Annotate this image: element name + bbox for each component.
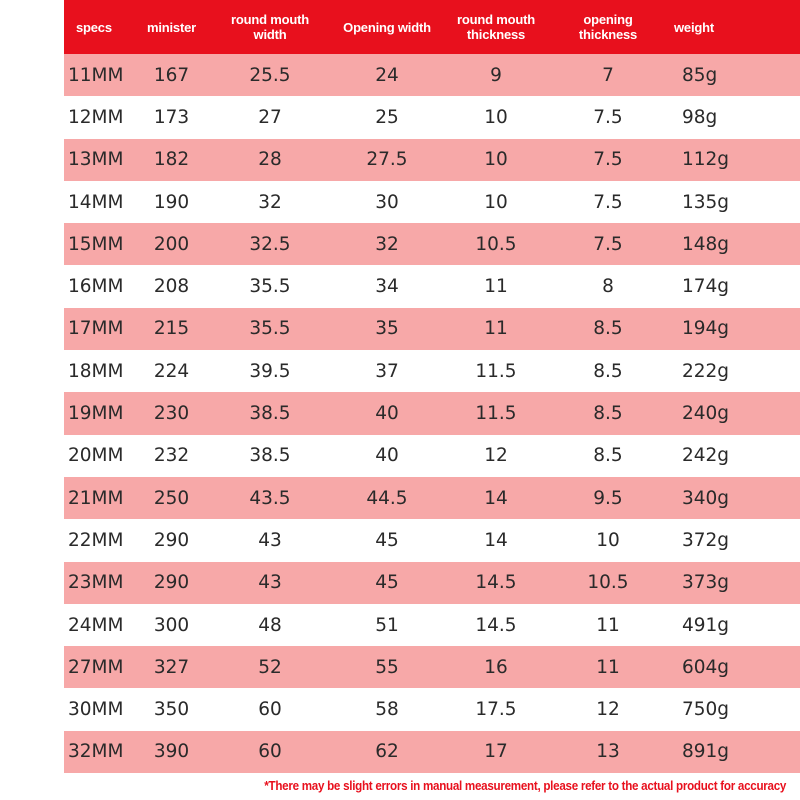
round-mouth-width-cell: 60	[202, 731, 338, 773]
minister-cell: 250	[141, 477, 202, 519]
minister-cell: 327	[141, 646, 202, 688]
opening-thickness-cell: 7.5	[556, 223, 660, 265]
round-mouth-width-cell: 52	[202, 646, 338, 688]
header-label-line: Opening width	[343, 19, 431, 35]
opening-thickness-cell: 7.5	[556, 96, 660, 138]
opening-thickness-cell: 7.5	[556, 139, 660, 181]
opening-thickness-cell: 8.5	[556, 392, 660, 434]
weight-header	[660, 0, 800, 54]
opening-thickness-cell: 10	[556, 519, 660, 561]
opening-width-cell: 32	[338, 223, 436, 265]
spec-cell: 24MM	[64, 604, 141, 646]
weight-cell: 491g	[660, 604, 800, 646]
table-row	[64, 688, 800, 730]
opening-thickness-cell: 10.5	[556, 562, 660, 604]
weight-cell: 194g	[660, 308, 800, 350]
minister-cell: 232	[141, 435, 202, 477]
table-row	[64, 54, 800, 96]
table-row	[64, 181, 800, 223]
round-mouth-width-cell: 43	[202, 519, 338, 561]
opening-width-header	[338, 0, 436, 54]
opening-thickness-cell: 11	[556, 646, 660, 688]
opening-thickness-cell: 7	[556, 54, 660, 96]
weight-cell: 373g	[660, 562, 800, 604]
round-mouth-thickness-cell: 17	[436, 731, 556, 773]
spec-cell: 22MM	[64, 519, 141, 561]
round-mouth-width-cell: 35.5	[202, 308, 338, 350]
header-label-line: opening	[583, 12, 633, 27]
round-mouth-thickness-cell: 14	[436, 519, 556, 561]
header-label-line: minister	[147, 19, 196, 35]
minister-cell: 215	[141, 308, 202, 350]
weight-cell: 222g	[660, 350, 800, 392]
weight-cell: 98g	[660, 96, 800, 138]
minister-header	[141, 0, 202, 54]
opening-thickness-cell: 9.5	[556, 477, 660, 519]
table-row	[64, 223, 800, 265]
minister-cell: 182	[141, 139, 202, 181]
round-mouth-width-cell: 35.5	[202, 265, 338, 307]
header-label-line: thickness	[466, 27, 526, 42]
round-mouth-width-cell: 38.5	[202, 435, 338, 477]
round-mouth-width-cell: 48	[202, 604, 338, 646]
round-mouth-width-cell: 32	[202, 181, 338, 223]
spec-cell: 19MM	[64, 392, 141, 434]
round-mouth-thickness-cell: 11	[436, 265, 556, 307]
spec-table	[64, 0, 800, 773]
opening-width-cell: 35	[338, 308, 436, 350]
round-mouth-thickness-cell: 9	[436, 54, 556, 96]
minister-cell: 390	[141, 731, 202, 773]
table-row	[64, 392, 800, 434]
round-mouth-width-cell: 32.5	[202, 223, 338, 265]
opening-thickness-cell: 8.5	[556, 308, 660, 350]
opening-width-cell: 58	[338, 688, 436, 730]
table-row	[64, 519, 800, 561]
table-header-row	[64, 0, 800, 54]
round-mouth-thickness-cell: 11	[436, 308, 556, 350]
spec-cell: 16MM	[64, 265, 141, 307]
spec-cell: 13MM	[64, 139, 141, 181]
round-mouth-thickness-cell: 10	[436, 181, 556, 223]
opening-width-cell: 25	[338, 96, 436, 138]
table-row	[64, 562, 800, 604]
round-mouth-width-cell: 25.5	[202, 54, 338, 96]
minister-cell: 200	[141, 223, 202, 265]
spec-cell: 21MM	[64, 477, 141, 519]
round-mouth-width-cell: 39.5	[202, 350, 338, 392]
opening-thickness-cell: 8.5	[556, 350, 660, 392]
opening-width-cell: 40	[338, 392, 436, 434]
table-row	[64, 646, 800, 688]
spec-cell: 30MM	[64, 688, 141, 730]
opening-thickness-header	[556, 0, 660, 54]
opening-width-cell: 45	[338, 562, 436, 604]
table-row	[64, 477, 800, 519]
table-body	[64, 54, 800, 773]
minister-cell: 173	[141, 96, 202, 138]
round-mouth-width-cell: 27	[202, 96, 338, 138]
opening-width-cell: 44.5	[338, 477, 436, 519]
weight-cell: 174g	[660, 265, 800, 307]
opening-width-cell: 37	[338, 350, 436, 392]
minister-cell: 190	[141, 181, 202, 223]
weight-cell: 135g	[660, 181, 800, 223]
specs-header	[64, 0, 141, 54]
round-mouth-thickness-cell: 10	[436, 139, 556, 181]
round-mouth-width-cell: 60	[202, 688, 338, 730]
table-row	[64, 731, 800, 773]
opening-width-cell: 34	[338, 265, 436, 307]
header-label-line: round mouth	[231, 12, 309, 27]
opening-thickness-cell: 8	[556, 265, 660, 307]
round-mouth-thickness-cell: 12	[436, 435, 556, 477]
round-mouth-thickness-cell: 16	[436, 646, 556, 688]
opening-width-cell: 30	[338, 181, 436, 223]
weight-cell: 604g	[660, 646, 800, 688]
round-mouth-thickness-cell: 14.5	[436, 562, 556, 604]
weight-cell: 148g	[660, 223, 800, 265]
spec-cell: 20MM	[64, 435, 141, 477]
spec-cell: 32MM	[64, 731, 141, 773]
opening-thickness-cell: 7.5	[556, 181, 660, 223]
header-label-line: thickness	[578, 27, 638, 42]
opening-width-cell: 62	[338, 731, 436, 773]
opening-width-cell: 27.5	[338, 139, 436, 181]
opening-width-cell: 40	[338, 435, 436, 477]
weight-cell: 240g	[660, 392, 800, 434]
round-mouth-width-cell: 43	[202, 562, 338, 604]
table-row	[64, 96, 800, 138]
spec-cell: 15MM	[64, 223, 141, 265]
weight-cell: 85g	[660, 54, 800, 96]
minister-cell: 208	[141, 265, 202, 307]
table-row	[64, 350, 800, 392]
round-mouth-thickness-cell: 11.5	[436, 392, 556, 434]
minister-cell: 350	[141, 688, 202, 730]
weight-cell: 112g	[660, 139, 800, 181]
round-mouth-thickness-cell: 14	[436, 477, 556, 519]
header-label-line: specs	[76, 19, 112, 35]
table-row	[64, 435, 800, 477]
round-mouth-thickness-cell: 17.5	[436, 688, 556, 730]
header-label-line: width	[253, 27, 287, 42]
spec-cell: 17MM	[64, 308, 141, 350]
minister-cell: 230	[141, 392, 202, 434]
weight-cell: 340g	[660, 477, 800, 519]
minister-cell: 290	[141, 562, 202, 604]
round-mouth-width-cell: 43.5	[202, 477, 338, 519]
round-mouth-thickness-cell: 10.5	[436, 223, 556, 265]
round-mouth-thickness-cell: 14.5	[436, 604, 556, 646]
round-mouth-width-header	[202, 0, 338, 54]
opening-thickness-cell: 11	[556, 604, 660, 646]
weight-cell: 891g	[660, 731, 800, 773]
opening-thickness-cell: 13	[556, 731, 660, 773]
minister-cell: 224	[141, 350, 202, 392]
table-row	[64, 139, 800, 181]
table-row	[64, 265, 800, 307]
minister-cell: 167	[141, 54, 202, 96]
minister-cell: 300	[141, 604, 202, 646]
spec-cell: 14MM	[64, 181, 141, 223]
table-row	[64, 604, 800, 646]
header-label-line: weight	[674, 19, 714, 35]
minister-cell: 290	[141, 519, 202, 561]
weight-cell: 242g	[660, 435, 800, 477]
round-mouth-thickness-cell: 10	[436, 96, 556, 138]
opening-width-cell: 45	[338, 519, 436, 561]
spec-cell: 23MM	[64, 562, 141, 604]
spec-cell: 27MM	[64, 646, 141, 688]
opening-thickness-cell: 8.5	[556, 435, 660, 477]
table-row	[64, 308, 800, 350]
round-mouth-width-cell: 38.5	[202, 392, 338, 434]
round-mouth-width-cell: 28	[202, 139, 338, 181]
opening-width-cell: 55	[338, 646, 436, 688]
round-mouth-thickness-cell: 11.5	[436, 350, 556, 392]
header-label-line: round mouth	[457, 12, 535, 27]
round-mouth-thickness-header	[436, 0, 556, 54]
spec-cell: 12MM	[64, 96, 141, 138]
opening-width-cell: 24	[338, 54, 436, 96]
measurement-disclaimer: *There may be slight errors in manual measurement, please refer to the actual product for accuracy	[264, 779, 786, 793]
spec-cell: 18MM	[64, 350, 141, 392]
weight-cell: 372g	[660, 519, 800, 561]
opening-width-cell: 51	[338, 604, 436, 646]
opening-thickness-cell: 12	[556, 688, 660, 730]
weight-cell: 750g	[660, 688, 800, 730]
spec-cell: 11MM	[64, 54, 141, 96]
